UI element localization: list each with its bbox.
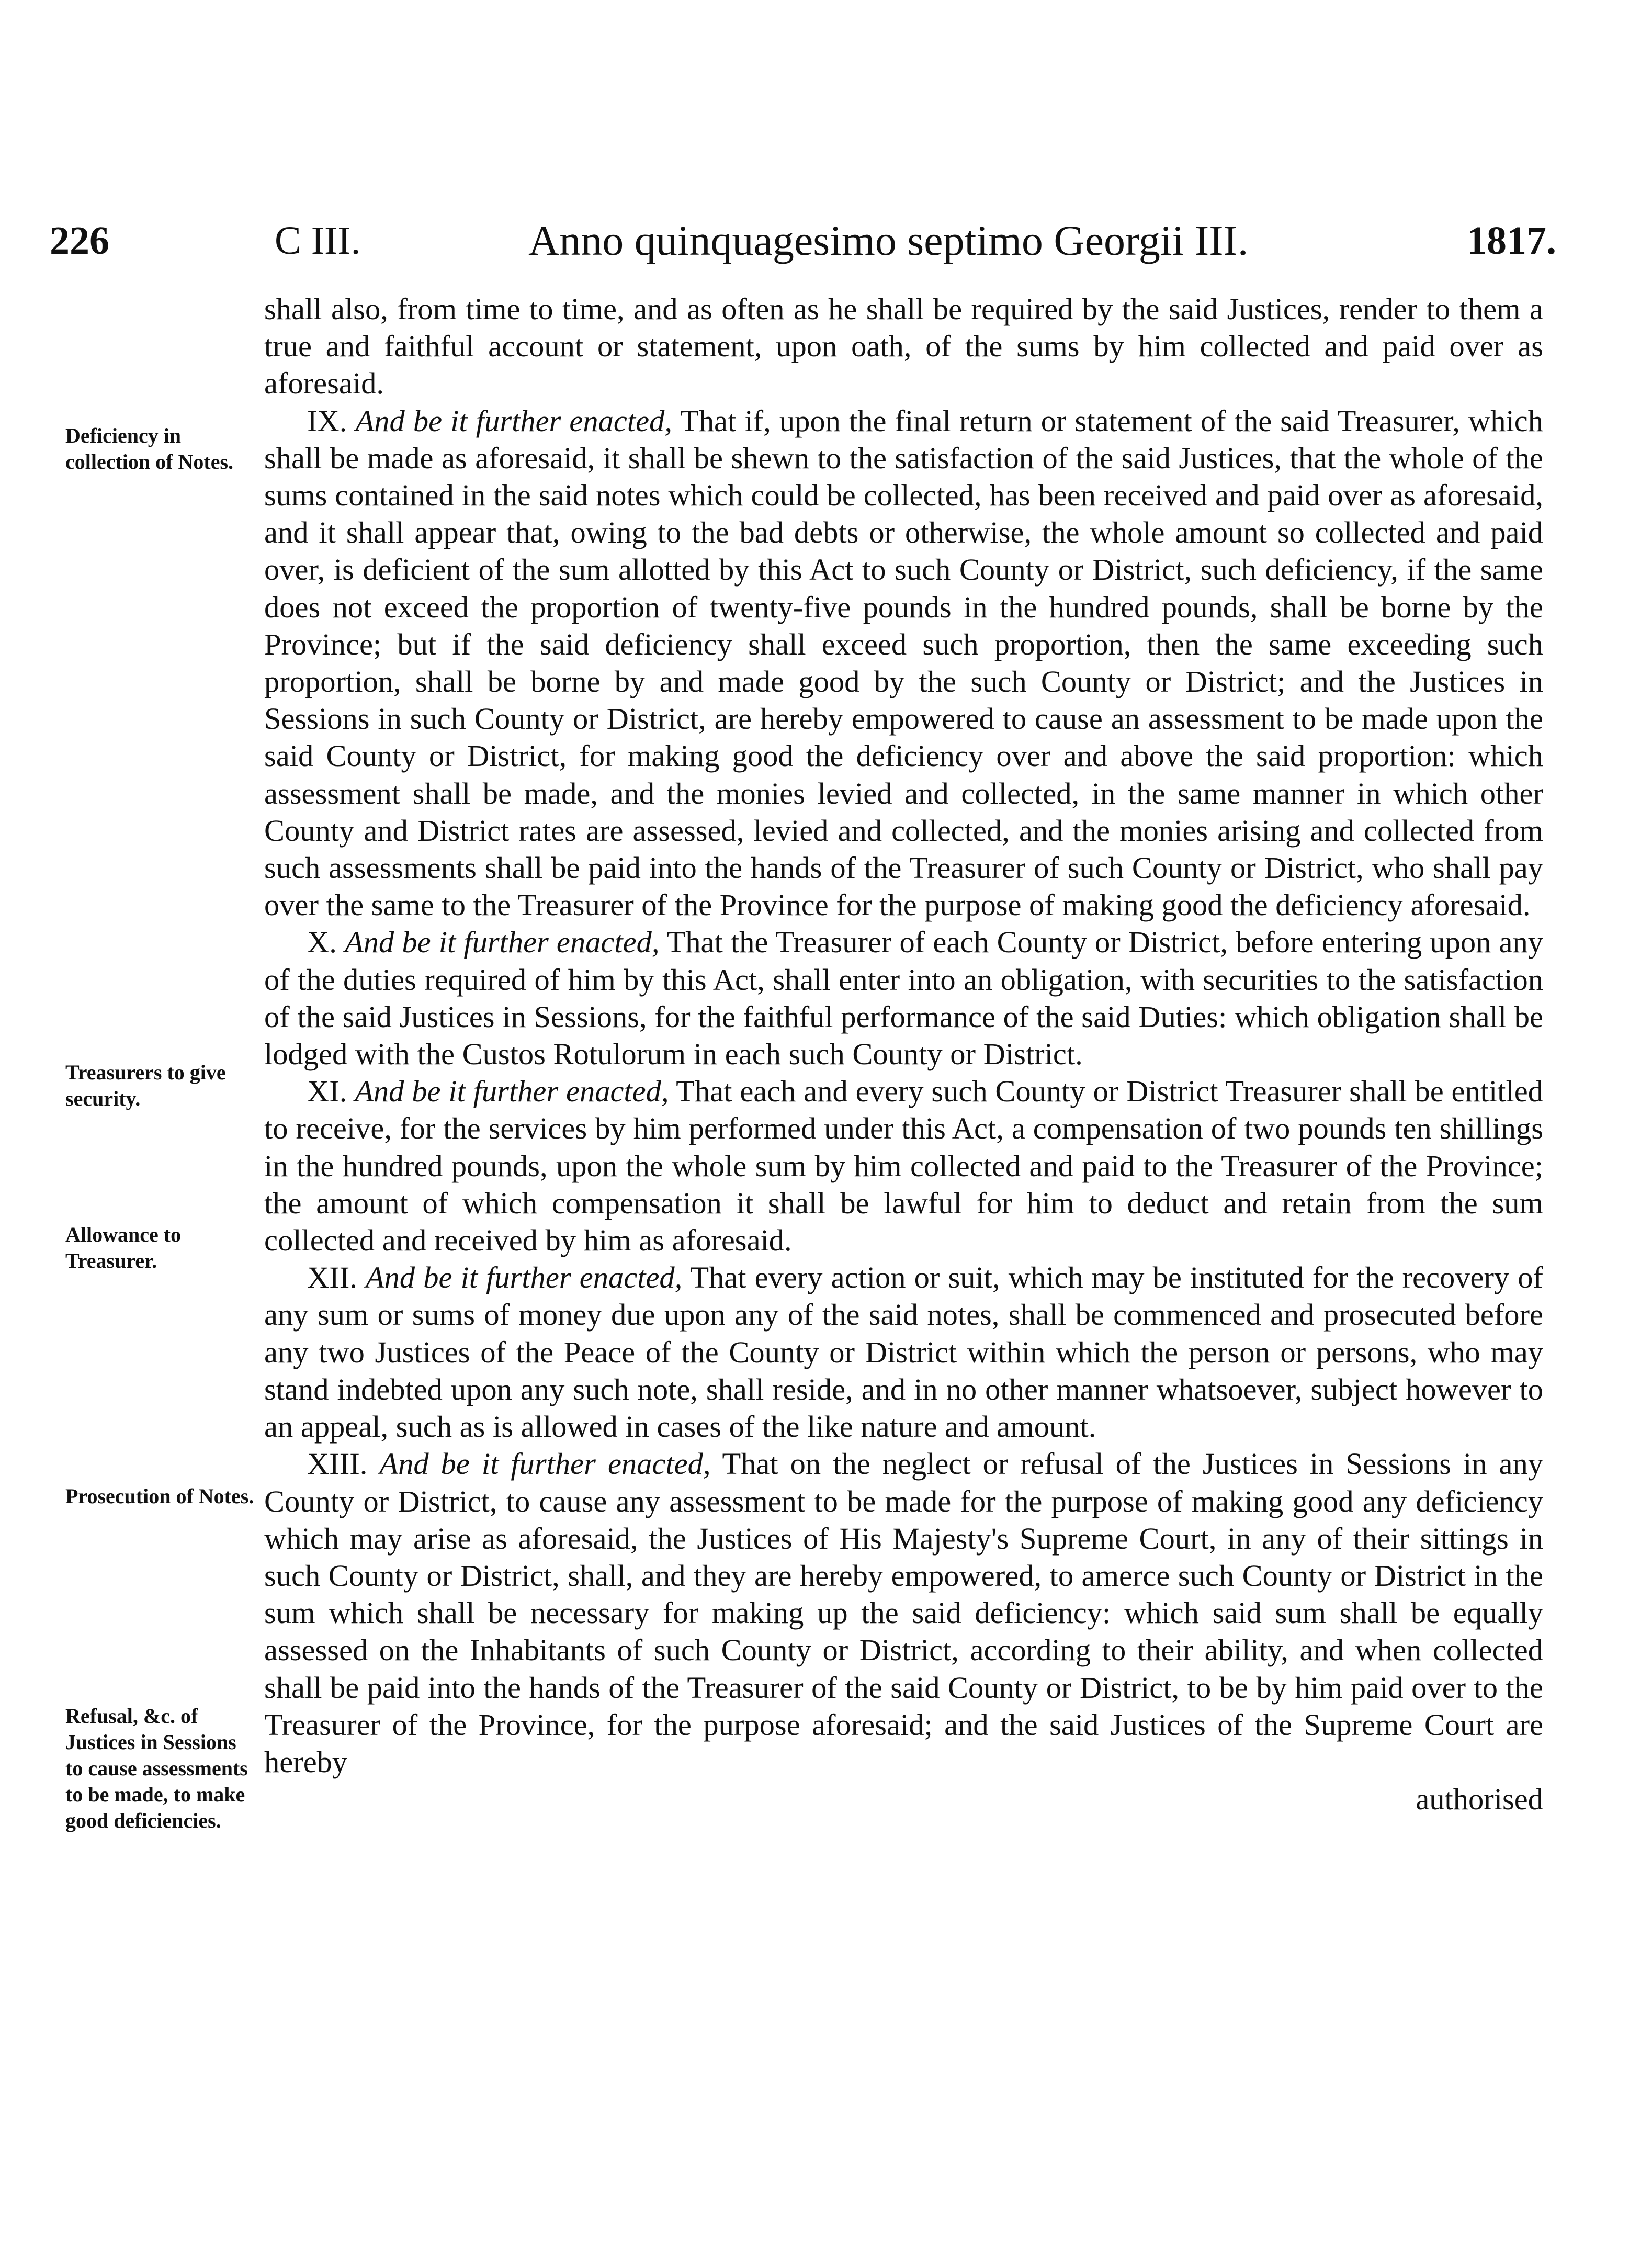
enacting-clause: And be it further enacted, bbox=[355, 403, 672, 438]
catchword: authorised bbox=[1416, 1782, 1543, 1817]
section-xiii bbox=[264, 1445, 1543, 1780]
section-number: IX. bbox=[307, 403, 347, 438]
margin-note-prosecution: Prosecution of Notes. bbox=[65, 1484, 254, 1508]
paragraph-text: That every action or suit, which may be instituted for the recovery of any sum or sums of money due upon any of the said notes, shall be commenced and prosecuted before any two Justices of the Peace of the County or District within which the person or persons, who may stand indebted upon any such note, shall reside, and in no other manner whatsoever, subject however to an appeal, such as is allowed in cases of the like nature and amount. bbox=[264, 1260, 1544, 1444]
section-ix bbox=[264, 402, 1543, 924]
section-number: XI. bbox=[307, 1074, 347, 1109]
page-number: 226 bbox=[50, 219, 109, 263]
enacting-clause: And be it further enacted, bbox=[365, 1260, 683, 1295]
running-title: Anno quinquagesimo septimo Georgii III. bbox=[528, 217, 1249, 264]
margin-note-allowance: Allowance to Treasurer. bbox=[65, 1223, 182, 1272]
year: 1817. bbox=[1467, 219, 1556, 263]
enacting-clause: And be it further enacted, bbox=[345, 925, 660, 960]
paragraph-text: shall also, from time to time, and as often as he shall be required by the said Justices, render to them a true and faithful account or statement, upon oath, of the sums by him collected and paid over as aforesaid. bbox=[264, 292, 1543, 401]
paragraph-text: That if, upon the final return or statement of the said Treasurer, which shall be made as aforesaid, it shall be shewn to the satisfaction of the said Justices, that the whole of the sums contained in the said notes which could be collected, has been received and paid over as aforesaid, and it shall appear that, owing to the bad debts or otherwise, the whole amount so collected and paid over, is deficient of the sum allotted by this Act to such County or District, such deficiency, if the same does not exceed the proportion of twenty-five pounds in the hundred pounds, shall be borne by the Province; but if the said deficiency shall exceed such proportion, then the same exceeding such proportion, shall be borne by and made good by the such County or District; and the Justices in Sessions in such County or District, are hereby empowered to cause an assessment to be made upon the said County or District, for making good the deficiency over and above the said proportion: which assessment shall be made, and the monies levied and collected, in the same manner in which other County and District rates are assessed, levied and collected, and the monies arising and collected from such assessments shall be paid into the hands of the Treasurer of such County or District, who shall pay over the same to the Treasurer of the Province for the purpose of making good the deficiency aforesaid. bbox=[264, 403, 1543, 922]
main-text bbox=[264, 290, 1543, 1818]
paragraph-text: That on the neglect or refusal of the Justices in Sessions in any County or District, to cause any assessment to be made for the purpose of making good any deficiency which may arise as aforesaid, the Justices of His Majesty's Supreme Court, in any of their sittings in such County or District, shall, and they are hereby empowered, to amerce such County or District in the sum which shall be necessary for making up the said deficiency: which said sum shall be equally assessed on the Inhabitants of such County or District, according to their ability, and when collected shall be paid into the hands of the Treasurer of the said County or District, to be by him paid over to the Treasurer of the Province, for the purpose aforesaid; and the said Justices of the Supreme Court are hereby bbox=[264, 1447, 1543, 1779]
running-header bbox=[50, 209, 1556, 272]
paragraph-continuation bbox=[264, 290, 1543, 402]
section-number: XII. bbox=[307, 1260, 357, 1295]
enacting-clause: And be it further enacted, bbox=[379, 1447, 711, 1481]
section-xi bbox=[264, 1073, 1543, 1259]
margin-note-refusal: Refusal, &c. of Justices in Sessions to cause assessments to be made, to make good deficiencies. bbox=[65, 1704, 248, 1832]
margin-note-treasurers-security: Treasurers to give security. bbox=[65, 1061, 226, 1110]
section-x bbox=[264, 923, 1543, 1073]
enacting-clause: And be it further enacted, bbox=[355, 1074, 669, 1109]
section-xii bbox=[264, 1259, 1543, 1445]
margin-note-deficiency: Deficiency in collection of Notes. bbox=[65, 424, 234, 474]
section-number: X. bbox=[307, 925, 337, 960]
chapter-number: C III. bbox=[275, 219, 361, 263]
paragraph-text: That each and every such County or District Treasurer shall be entitled to receive, for the services by him performed under this Act, a compensation of two pounds ten shillings in the hundred pounds, upon the whole sum by him collected and paid to the Treasurer of the Province; the amount of which compensation it shall be lawful for him to deduct and retain from the sum collected and received by him as aforesaid. bbox=[264, 1074, 1543, 1258]
paragraph-text: That the Treasurer of each County or District, before entering upon any of the duties required of him by this Act, shall enter into an obligation, with securities to the satisfaction of the said Justices in Sessions, for the faithful performance of the said Duties: which obligation shall be lodged with the Custos Rotulorum in each such County or District. bbox=[264, 925, 1544, 1072]
section-number: XIII. bbox=[307, 1447, 368, 1481]
